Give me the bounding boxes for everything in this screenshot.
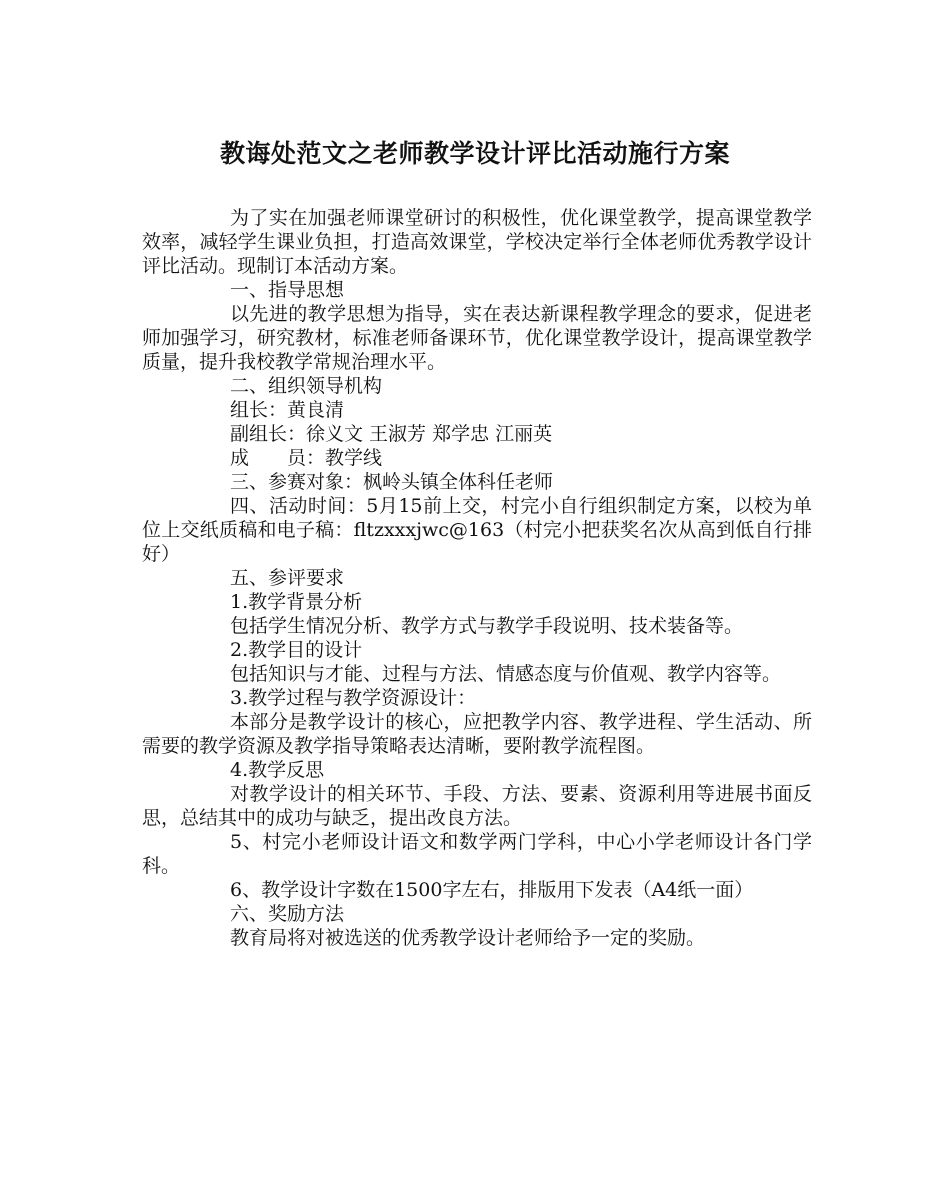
paragraph-background-analysis: 包括学生情况分析、教学方式与教学手段说明、技术装备等。 (230, 615, 744, 637)
item-reflection: 4.教学反思 (230, 759, 325, 781)
item-objective-design: 2.教学目的设计 (230, 639, 363, 661)
heading-guiding-thought: 一、指导思想 (230, 279, 345, 301)
paragraph-leader: 组长：黄良清 (230, 399, 345, 421)
heading-participants: 三、参赛对象：枫岭头镇全体科任老师 (230, 471, 554, 493)
paragraph-objective-design: 包括知识与才能、过程与方法、情感态度与价值观、教学内容等。 (230, 663, 782, 685)
paragraph-intro: 为了实在加强老师课堂研讨的积极性，优化课堂教学，提高课堂教学效率，减轻学生课业负担，打造高效课堂，学校决定举行全体老师优秀教学设计评比活动。现制订本活动方案。 (142, 207, 812, 277)
item-background-analysis: 1.教学背景分析 (230, 591, 363, 613)
paragraph-reflection: 对教学设计的相关环节、手段、方法、要素、资源利用等进展书面反思，总结其中的成功与缺乏，提出改良方法。 (142, 783, 812, 829)
heading-requirements: 五、参评要求 (230, 567, 345, 589)
item-word-count: 6、教学设计字数在1500字左右，排版用下发表（A4纸一面） (230, 879, 754, 901)
paragraph-guiding-thought: 以先进的教学思想为指导，实在表达新课程教学理念的要求，促进老师加强学习，研究教材，标准老师备课环节，优化课堂教学设计，提高课堂教学质量，提升我校教学常规治理水平。 (142, 303, 812, 373)
paragraph-deputy-leaders: 副组长：徐义文 王淑芳 郑学忠 江丽英 (230, 423, 553, 445)
paragraph-process-design: 本部分是教学设计的核心，应把教学内容、教学进程、学生活动、所需要的教学资源及教学指导策略表达清晰，要附教学流程图。 (142, 711, 812, 757)
item-subjects: 5、村完小老师设计语文和数学两门学科，中心小学老师设计各门学科。 (142, 831, 812, 877)
paragraph-members: 成 员：教学线 (230, 447, 383, 469)
paragraph-rewards: 教育局将对被选送的优秀教学设计老师给予一定的奖励。 (230, 927, 706, 949)
paragraph-activity-time: 四、活动时间：5月15前上交，村完小自行组织制定方案，以校为单位上交纸质稿和电子稿：fltzxxxjwc@163（村完小把获奖名次从高到低自行排好） (142, 495, 812, 565)
heading-rewards: 六、奖励方法 (230, 903, 345, 925)
document-body (142, 206, 812, 950)
item-process-design: 3.教学过程与教学资源设计： (230, 687, 477, 709)
document-title: 教诲处范文之老师教学设计评比活动施行方案 (219, 139, 730, 168)
heading-organization: 二、组织领导机构 (230, 375, 383, 397)
